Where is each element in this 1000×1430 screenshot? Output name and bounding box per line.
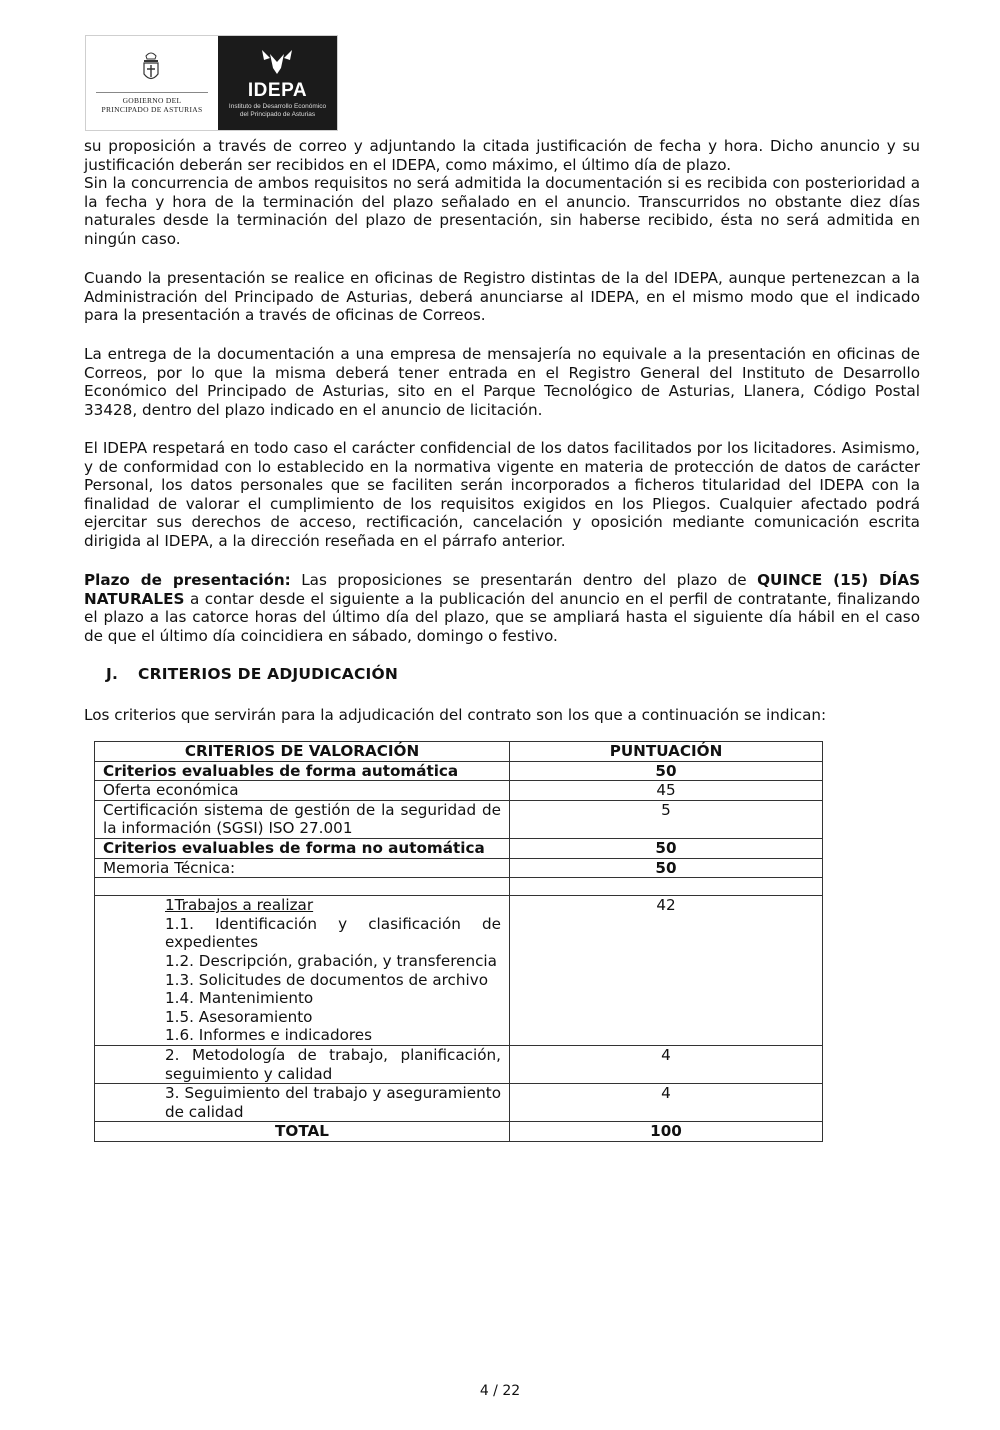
paragraph-4: La entrega de la documentación a una empresa de mensajería no equivale a la presentación en oficinas de Correos, por lo que la misma deberá tener entrada en el Registro General del Instituto de Desarrollo Económico del Principado de Asturias, sito en el Parque Tecnológico de Asturias, Llanera, Código Postal 33428, dentro del plazo indicado en el anuncio de licitación. bbox=[84, 345, 920, 419]
trabajos-score: 42 bbox=[510, 896, 823, 1046]
plazo-label: Plazo de presentación: bbox=[84, 571, 291, 589]
trabajos-item: 1.5. Asesoramiento bbox=[165, 1007, 313, 1026]
trabajos-item: 1.4. Mantenimiento bbox=[165, 989, 314, 1008]
table-row bbox=[95, 781, 823, 801]
table-header-row bbox=[95, 742, 823, 762]
plazo-text-b: a contar desde el siguiente a la publicación del anuncio en el perfil de contratante, finalizando el plazo a las catorce horas del último día del plazo, que se ampliará hasta el siguiente día hábil en el caso de que el último día coincidiera en sábado, domingo o festivo. bbox=[84, 589, 920, 645]
brand-subtitle-line-1: Instituto de Desarrollo Económico bbox=[228, 103, 327, 110]
metodologia-label: 2. Metodología de trabajo, planificación, seguimiento y calidad bbox=[95, 1045, 510, 1083]
trabajos-item: 1.2. Descripción, grabación, y transferencia bbox=[165, 951, 497, 970]
table-row bbox=[95, 1084, 823, 1122]
trabajos-item: 1.6. Informes e indicadores bbox=[165, 1026, 373, 1045]
section-title: CRITERIOS DE ADJUDICACIÓN bbox=[138, 665, 399, 683]
page-number: 4 / 22 bbox=[479, 1383, 521, 1399]
table-total-row bbox=[95, 1122, 823, 1142]
memoria-label: Memoria Técnica: bbox=[95, 858, 510, 878]
paragraph-1: su proposición a través de correo y adjuntando la citada justificación de fecha y hora. Dicho anuncio y su justificación deberán ser recibidos en el IDEPA, como máximo, el último día de plazo. bbox=[84, 137, 920, 174]
coat-of-arms-icon bbox=[140, 50, 162, 84]
table-row bbox=[95, 1045, 823, 1083]
paragraph-5: El IDEPA respetará en todo caso el carácter confidencial de los datos facilitados por los licitadores. Asimismo, y de conformidad con lo establecido en la normativa vigente en materia de protección de datos de carácter Personal, los datos personales que se faciliten serán incorporados a ficheros titularidad del IDEPA con la finalidad de valorar el cumplimiento de los requisitos exigidos en los Pliegos. Cualquier afectado podrá ejercitar sus derechos de acceso, rectificación, cancelación y oposición mediante comunicación escrita dirigida al IDEPA, a la dirección reseñada en el párrafo anterior. bbox=[84, 439, 920, 550]
metodologia-score: 4 bbox=[510, 1045, 823, 1083]
cert-label: Certificación sistema de gestión de la seguridad de la información (SGSI) ISO 27.001 bbox=[95, 800, 510, 838]
table-row-empty bbox=[95, 878, 823, 896]
paragraph-2: Sin la concurrencia de ambos requisitos no será admitida la documentación si es recibida con posterioridad a la fecha y hora de la terminación del plazo señalado en el anuncio. Transcurridos no obstante diez días naturales desde la terminación del plazo de presentación, sin haberse recibido, ésta no será admitida en ningún caso. bbox=[84, 174, 920, 248]
table-row bbox=[95, 800, 823, 838]
total-label: TOTAL bbox=[95, 1122, 510, 1142]
memoria-score: 50 bbox=[510, 858, 823, 878]
divider bbox=[96, 92, 208, 93]
paragraph-3: Cuando la presentación se realice en oficinas de Registro distintas de la del IDEPA, aunque pertenezcan a la Administración del Principado de Asturias, deberá anunciarse al IDEPA, en el mismo modo que el indicado para la presentación a través de oficinas de Correos. bbox=[84, 269, 920, 325]
noauto-criteria-score: 50 bbox=[510, 838, 823, 858]
paragraph-plazo bbox=[84, 571, 920, 645]
plazo-days: QUINCE (15) DÍAS NATURALES bbox=[84, 571, 921, 608]
table-row bbox=[95, 858, 823, 878]
cert-score: 5 bbox=[510, 800, 823, 838]
table-row bbox=[95, 838, 823, 858]
header-criterios: CRITERIOS DE VALORACIÓN bbox=[95, 742, 510, 762]
section-number: J. bbox=[106, 665, 119, 683]
auto-criteria-score: 50 bbox=[510, 761, 823, 781]
seguimiento-score: 4 bbox=[510, 1084, 823, 1122]
table-row bbox=[95, 896, 823, 1046]
table-row bbox=[95, 761, 823, 781]
government-logo bbox=[86, 36, 218, 130]
section-intro: Los criterios que servirán para la adjudicación del contrato son los que a continuación se indican: bbox=[84, 706, 827, 724]
gov-line-1: GOBIERNO DEL bbox=[122, 96, 182, 105]
idepa-mark-icon bbox=[260, 46, 294, 76]
brand-subtitle-line-2: del Principado de Asturias bbox=[239, 111, 316, 118]
trabajos-item: 1.3. Solicitudes de documentos de archivo bbox=[165, 970, 489, 989]
empty-cell bbox=[95, 878, 510, 896]
section-heading bbox=[106, 665, 398, 683]
brand-name: IDEPA bbox=[247, 80, 308, 101]
oferta-score: 45 bbox=[510, 781, 823, 801]
trabajos-cell bbox=[95, 896, 510, 1046]
seguimiento-label: 3. Seguimiento del trabajo y aseguramiento de calidad bbox=[95, 1084, 510, 1122]
idepa-logo bbox=[218, 36, 337, 130]
total-score: 100 bbox=[510, 1122, 823, 1142]
empty-cell bbox=[510, 878, 823, 896]
auto-criteria-label: Criterios evaluables de forma automática bbox=[95, 761, 510, 781]
header-puntuacion: PUNTUACIÓN bbox=[510, 742, 823, 762]
gov-line-2: PRINCIPADO DE ASTURIAS bbox=[101, 105, 203, 114]
criteria-table bbox=[94, 741, 823, 1142]
plazo-text-a: Las proposiciones se presentarán dentro del plazo de bbox=[290, 571, 758, 589]
brand-subtitle bbox=[218, 103, 337, 119]
oferta-label: Oferta económica bbox=[95, 781, 510, 801]
noauto-criteria-label: Criterios evaluables de forma no automática bbox=[95, 838, 510, 858]
trabajos-title: 1Trabajos a realizar bbox=[165, 896, 314, 915]
header-logo bbox=[85, 35, 338, 131]
trabajos-item: 1.1. Identificación y clasificación de expedientes bbox=[165, 914, 501, 952]
